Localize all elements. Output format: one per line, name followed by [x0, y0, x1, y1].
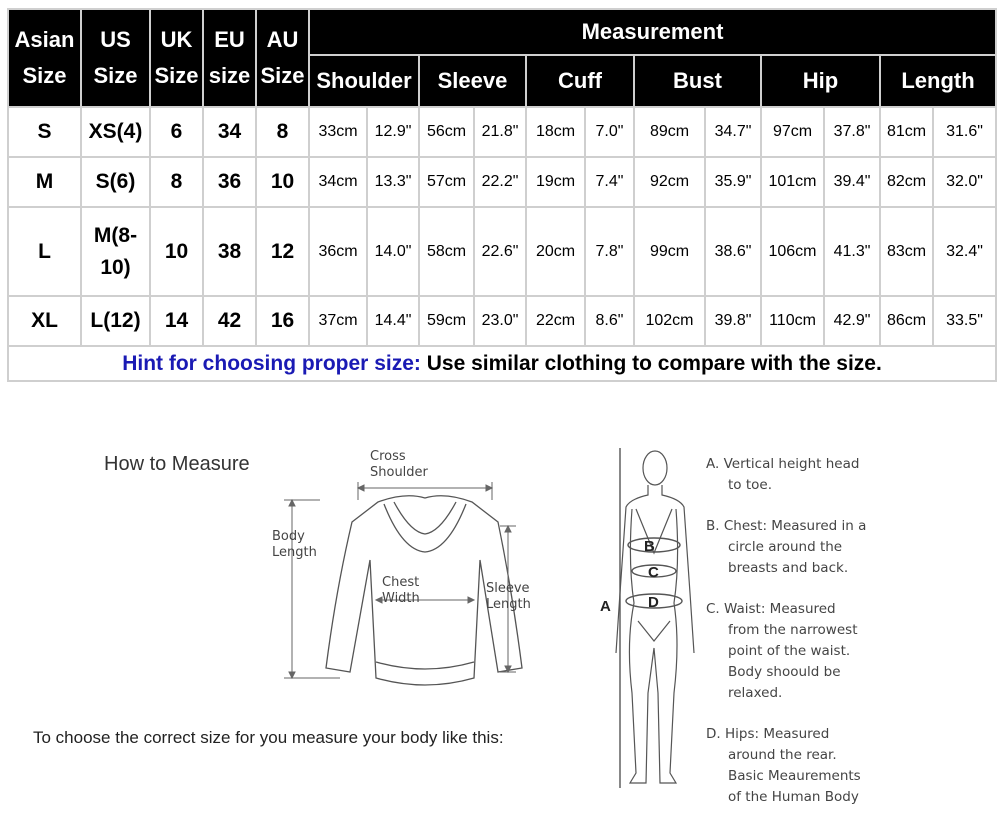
- cell-hip-in: 37.8": [824, 107, 880, 157]
- hint-label: Hint for choosing proper size:: [122, 351, 421, 375]
- cell-cuff-cm: 20cm: [526, 207, 585, 296]
- cell-bust-cm: 92cm: [634, 157, 705, 207]
- cell-length-cm: 82cm: [880, 157, 933, 207]
- header-hip: Hip: [761, 55, 880, 107]
- cell-sleeve-cm: 59cm: [419, 296, 474, 346]
- label-c: C: [648, 564, 659, 581]
- label-d: D: [648, 594, 659, 611]
- cell-au: 8: [256, 107, 309, 157]
- table-row: [8, 157, 996, 207]
- hint-row: [8, 346, 996, 381]
- cell-bust-in: 38.6": [705, 207, 761, 296]
- size-chart: [7, 8, 995, 388]
- cell-sleeve-in: 22.2": [474, 157, 526, 207]
- size-table: [7, 8, 997, 382]
- header-measurement: Measurement: [309, 9, 996, 55]
- cell-au: 10: [256, 157, 309, 207]
- cell-asian: XL: [8, 296, 81, 346]
- table-row: [8, 207, 996, 296]
- note-c: C. Waist: Measured from the narrowest point of the waist. Body shoould be relaxed.: [706, 601, 858, 701]
- cell-length-in: 33.5": [933, 296, 996, 346]
- choose-size-text: To choose the correct size for you measure your body like this:: [33, 728, 504, 747]
- label-chest: Chest: [382, 575, 420, 590]
- header-cuff: Cuff: [526, 55, 634, 107]
- note-a: A. Vertical height head to toe.: [706, 456, 860, 493]
- cell-sleeve-cm: 57cm: [419, 157, 474, 207]
- cell-length-in: 31.6": [933, 107, 996, 157]
- cell-uk: 14: [150, 296, 203, 346]
- sweater-diagram: [260, 440, 590, 690]
- cell-hip-cm: 106cm: [761, 207, 824, 296]
- cell-sleeve-in: 21.8": [474, 107, 526, 157]
- cell-eu: 38: [203, 207, 256, 296]
- cell-bust-in: 34.7": [705, 107, 761, 157]
- cell-bust-in: 35.9": [705, 157, 761, 207]
- table-row: [8, 296, 996, 346]
- how-to-measure-title: How to Measure: [104, 453, 250, 475]
- cell-length-cm: 83cm: [880, 207, 933, 296]
- header-shoulder: Shoulder: [309, 55, 419, 107]
- note-d: D. Hips: Measured around the rear. Basic Meaurements of the Human Body: [706, 726, 861, 805]
- cell-cuff-in: 8.6": [585, 296, 634, 346]
- label-a: A: [600, 598, 611, 615]
- cell-us: L(12): [81, 296, 150, 346]
- cell-asian: M: [8, 157, 81, 207]
- hint-text: Use similar clothing to compare with the size.: [420, 351, 882, 375]
- cell-shoulder-cm: 34cm: [309, 157, 367, 207]
- how-to-measure-section: [0, 388, 1000, 810]
- cell-cuff-in: 7.8": [585, 207, 634, 296]
- body-figure: [590, 443, 710, 803]
- label-width: Width: [382, 591, 420, 606]
- cell-hip-in: 39.4": [824, 157, 880, 207]
- measure-lines: [620, 448, 682, 788]
- label-shoulder: Shoulder: [370, 465, 428, 480]
- note-b: B. Chest: Measured in a circle around the breasts and back.: [706, 518, 867, 576]
- cell-sleeve-cm: 58cm: [419, 207, 474, 296]
- cell-hip-in: 41.3": [824, 207, 880, 296]
- cell-us: M(8-10): [81, 207, 150, 296]
- header-eu-size: EU size: [203, 9, 256, 107]
- header-bust: Bust: [634, 55, 761, 107]
- cell-au: 16: [256, 296, 309, 346]
- header-asian-size: Asian Size: [8, 9, 81, 107]
- cell-hip-cm: 101cm: [761, 157, 824, 207]
- cell-uk: 6: [150, 107, 203, 157]
- cell-asian: S: [8, 107, 81, 157]
- cell-shoulder-in: 14.0": [367, 207, 419, 296]
- cell-length-cm: 81cm: [880, 107, 933, 157]
- cell-cuff-in: 7.4": [585, 157, 634, 207]
- hint-cell: [8, 346, 996, 381]
- cell-eu: 42: [203, 296, 256, 346]
- cell-us: XS(4): [81, 107, 150, 157]
- label-b: B: [644, 538, 655, 555]
- cell-shoulder-in: 14.4": [367, 296, 419, 346]
- cell-hip-cm: 110cm: [761, 296, 824, 346]
- cell-bust-in: 39.8": [705, 296, 761, 346]
- header-us-size: US Size: [81, 9, 150, 107]
- label-body: Body: [272, 529, 305, 544]
- cell-length-in: 32.4": [933, 207, 996, 296]
- cell-sleeve-cm: 56cm: [419, 107, 474, 157]
- cell-bust-cm: 99cm: [634, 207, 705, 296]
- label-cross: Cross: [370, 449, 406, 464]
- cell-asian: L: [8, 207, 81, 296]
- cell-sleeve-in: 22.6": [474, 207, 526, 296]
- cell-shoulder-cm: 33cm: [309, 107, 367, 157]
- table-row: [8, 107, 996, 157]
- header-length: Length: [880, 55, 996, 107]
- header-uk-size: UK Size: [150, 9, 203, 107]
- cell-cuff-cm: 18cm: [526, 107, 585, 157]
- label-body-length: Length: [272, 545, 317, 560]
- cell-shoulder-cm: 37cm: [309, 296, 367, 346]
- cell-shoulder-in: 13.3": [367, 157, 419, 207]
- cell-length-in: 32.0": [933, 157, 996, 207]
- cell-uk: 10: [150, 207, 203, 296]
- cell-bust-cm: 89cm: [634, 107, 705, 157]
- cell-sleeve-in: 23.0": [474, 296, 526, 346]
- cell-eu: 36: [203, 157, 256, 207]
- cell-au: 12: [256, 207, 309, 296]
- header-au-size: AU Size: [256, 9, 309, 107]
- label-sleeve-length: Length: [486, 597, 531, 612]
- cell-shoulder-cm: 36cm: [309, 207, 367, 296]
- cell-us: S(6): [81, 157, 150, 207]
- cell-shoulder-in: 12.9": [367, 107, 419, 157]
- cell-cuff-in: 7.0": [585, 107, 634, 157]
- cell-hip-cm: 97cm: [761, 107, 824, 157]
- cell-cuff-cm: 19cm: [526, 157, 585, 207]
- cell-length-cm: 86cm: [880, 296, 933, 346]
- measurement-notes: [706, 454, 996, 828]
- body-outline: [616, 451, 694, 783]
- cell-cuff-cm: 22cm: [526, 296, 585, 346]
- cell-uk: 8: [150, 157, 203, 207]
- cell-eu: 34: [203, 107, 256, 157]
- cell-hip-in: 42.9": [824, 296, 880, 346]
- label-sleeve: Sleeve: [486, 581, 530, 596]
- header-sleeve: Sleeve: [419, 55, 526, 107]
- cell-bust-cm: 102cm: [634, 296, 705, 346]
